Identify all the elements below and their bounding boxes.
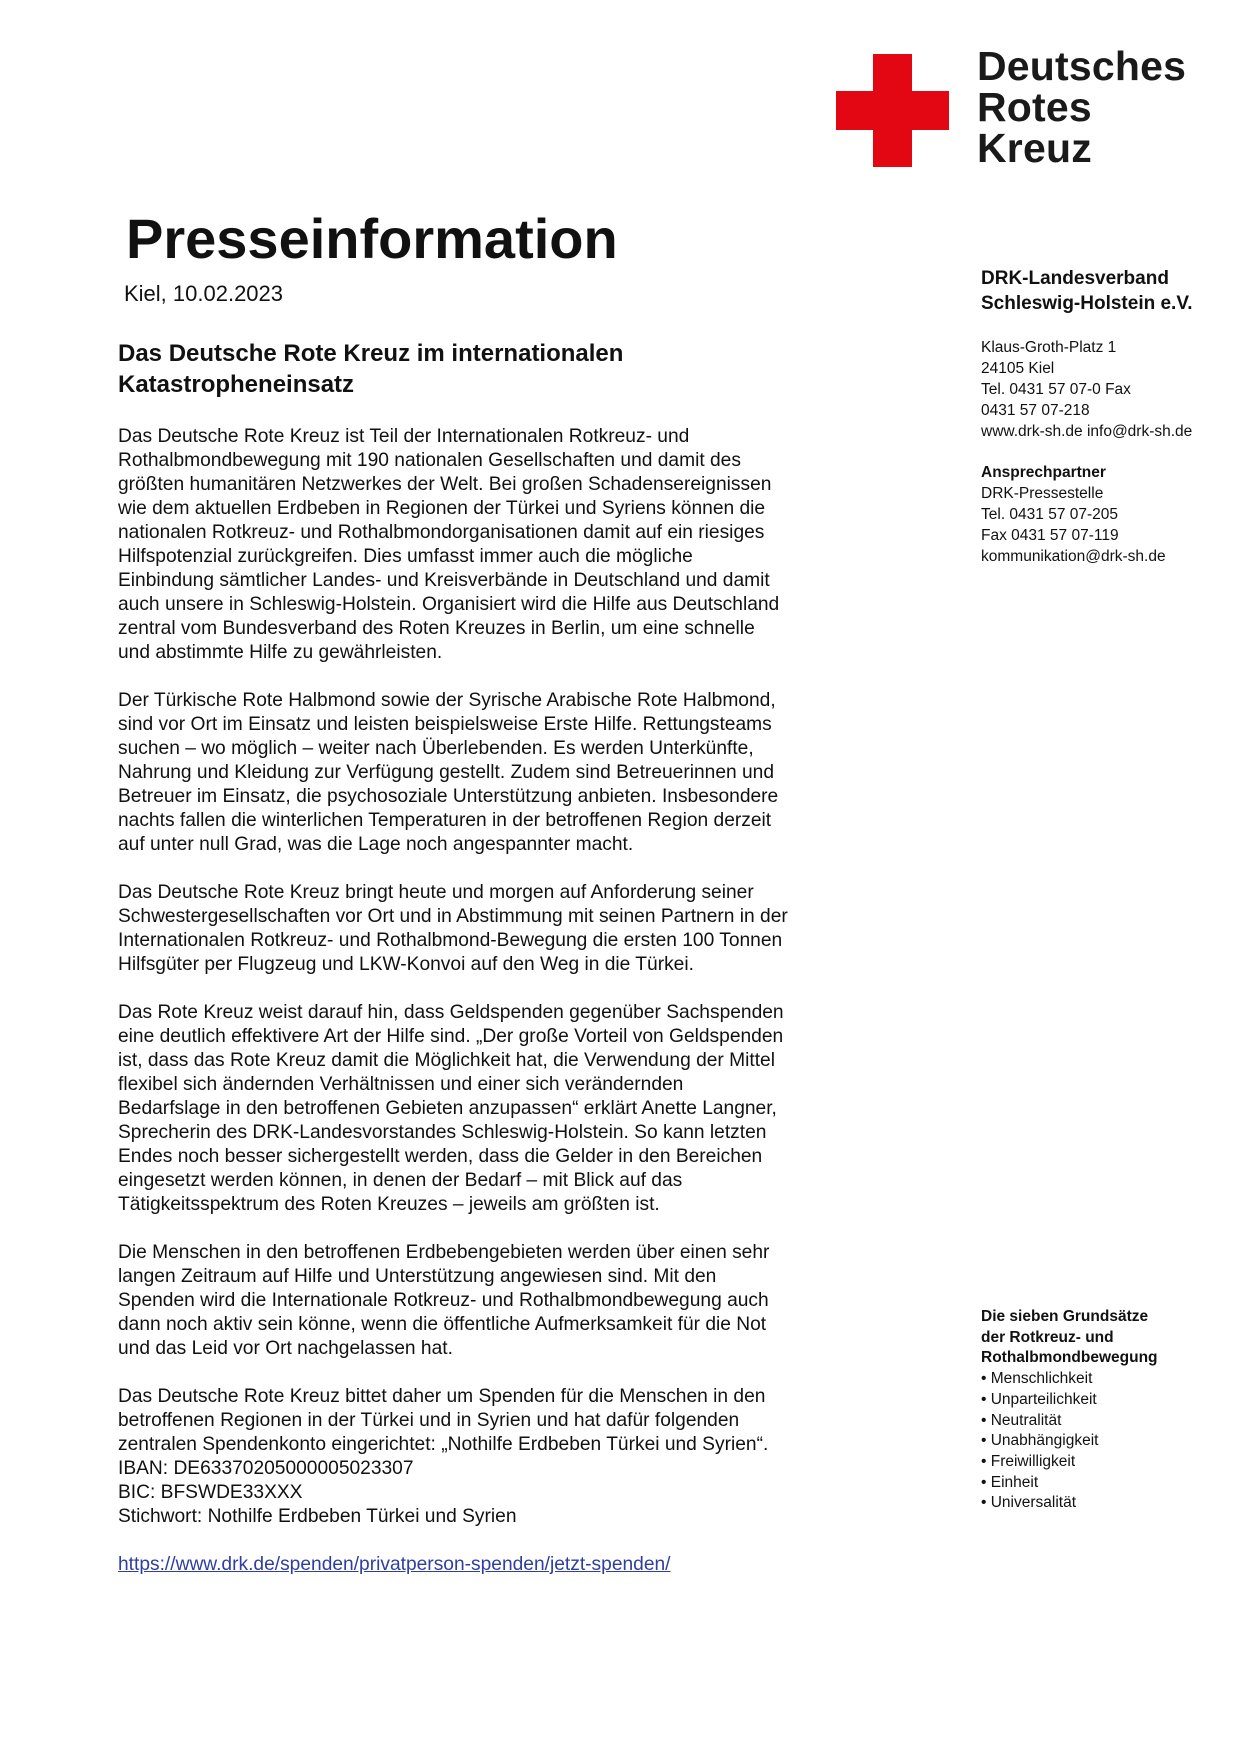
body-line: Das Deutsche Rote Kreuz bringt heute und morgen auf Anforderung seiner — [118, 882, 754, 903]
body-line: und abstimmte Hilfe zu gewährleisten. — [118, 642, 443, 663]
body-line: und das Leid vor Ort nachgelassen hat. — [118, 1338, 453, 1359]
body-line: Das Deutsche Rote Kreuz ist Teil der Internationalen Rotkreuz- und — [118, 426, 690, 447]
red-cross-icon — [836, 54, 949, 167]
body-line: Hilfspotenzial zurückgreifen. Dies umfasst immer auch die mögliche — [118, 546, 693, 567]
principle-item: • Einheit — [981, 1473, 1039, 1491]
principle-item: • Neutralität — [981, 1411, 1062, 1429]
body-line: Der Türkische Rote Halbmond sowie der Syrische Arabische Rote Halbmond, — [118, 690, 776, 711]
body-line: sind vor Ort im Einsatz und leisten beispielsweise Erste Hilfe. Rettungsteams — [118, 714, 772, 735]
org-line: Schleswig-Holstein e.V. — [981, 293, 1193, 314]
logo-line: Kreuz — [977, 125, 1092, 171]
address-line: 24105 Kiel — [981, 360, 1055, 377]
paragraph-1 — [118, 425, 858, 665]
paragraph-4 — [118, 1001, 858, 1217]
principle-item: • Freiwilligkeit — [981, 1452, 1076, 1470]
body-line: Nahrung und Kleidung zur Verfügung gestellt. Zudem sind Betreuerinnen und — [118, 762, 775, 783]
body-line: zentralen Spendenkonto eingerichtet: „Nothilfe Erdbeben Türkei und Syrien“. — [118, 1434, 769, 1455]
body-line: auf unter null Grad, was die Lage noch angespannter macht. — [118, 834, 634, 855]
body-line: größten humanitären Netzwerkes der Welt. Bei großen Schadensereignissen — [118, 474, 772, 495]
org-line: DRK-Landesverband — [981, 268, 1169, 289]
contact-email: kommunikation@drk-sh.de — [981, 548, 1166, 565]
body-line: Sprecherin des DRK-Landesvorstandes Schleswig-Holstein. So kann letzten — [118, 1122, 767, 1143]
body-line: Tätigkeitsspektrum des Roten Kreuzes – jeweils am größten ist. — [118, 1194, 660, 1215]
dateline: Kiel, 10.02.2023 — [124, 281, 284, 306]
principles-title: Die sieben Grundsätze — [981, 1308, 1149, 1325]
body-line: Betreuer im Einsatz, die psychosoziale Unterstützung anbieten. Insbesondere — [118, 786, 779, 807]
body-line: langen Zeitraum auf Hilfe und Unterstützung angewiesen sind. Mit den — [118, 1266, 717, 1287]
body-line: eingesetzt werden können, in denen der Bedarf – mit Blick auf das — [118, 1170, 683, 1191]
paragraph-3 — [118, 881, 858, 977]
logo-line: Rotes — [977, 84, 1092, 130]
contact-title: Ansprechpartner — [981, 464, 1106, 481]
body-line: wie dem aktuellen Erdbeben in Regionen der Türkei und Syriens können die — [118, 498, 766, 519]
logo-line: Deutsches — [977, 43, 1187, 89]
organization-address — [981, 337, 1231, 442]
contact-line: Fax 0431 57 07-119 — [981, 527, 1119, 544]
paragraph-6 — [118, 1385, 858, 1529]
body-line: dann noch aktiv sein könne, wenn die öffentliche Aufmerksamkeit für die Not — [118, 1314, 767, 1335]
principle-item: • Universalität — [981, 1494, 1077, 1512]
body-line: betroffenen Regionen in der Türkei und in Syrien und hat dafür folgenden — [118, 1410, 740, 1431]
logo-wordmark — [977, 43, 1187, 171]
bic-line: BIC: BFSWDE33XXX — [118, 1482, 303, 1503]
iban-line: IBAN: DE63370205000005023307 — [118, 1458, 414, 1479]
body-line: ist, dass das Rote Kreuz damit die Möglichkeit hat, die Verwendung der Mittel — [118, 1050, 775, 1071]
article-body — [118, 425, 858, 1577]
contact-line: Tel. 0431 57 07-205 — [981, 506, 1119, 523]
body-line: flexibel sich ändernden Verhältnissen und einer sich verändernden — [118, 1074, 684, 1095]
principle-item: • Unabhängigkeit — [981, 1432, 1099, 1450]
body-line: Schwestergesellschaften vor Ort und in Abstimmung mit seinen Partnern in der — [118, 906, 788, 927]
principle-item: • Menschlichkeit — [981, 1370, 1093, 1388]
address-line: Klaus-Groth-Platz 1 — [981, 339, 1117, 356]
organization-name — [981, 266, 1231, 316]
body-line: Hilfsgüter per Flugzeug und LKW-Konvoi auf den Weg in die Türkei. — [118, 954, 694, 975]
body-line: Internationalen Rotkreuz- und Rothalbmond-Bewegung die ersten 100 Tonnen — [118, 930, 783, 951]
principles-list — [981, 1369, 1231, 1514]
address-line: Tel. 0431 57 07-0 Fax — [981, 381, 1131, 398]
body-line: Endes noch besser sichergestellt werden, dass die Gelder in den Bereichen — [118, 1146, 763, 1167]
article-headline: Das Deutsche Rote Kreuz im internationalen Katastropheneinsatz — [118, 340, 624, 398]
body-line: Das Deutsche Rote Kreuz bittet daher um Spenden für die Menschen in den — [118, 1386, 766, 1407]
body-line: Bedarfslage in den betroffenen Gebieten anzupassen“ erklärt Anette Langner, — [118, 1098, 777, 1119]
page-title: Presseinformation — [126, 207, 618, 270]
paragraph-5 — [118, 1241, 858, 1361]
body-line: Einbindung sämtlicher Landes- und Kreisverbände in Deutschland und damit — [118, 570, 770, 591]
principle-item: • Unparteilichkeit — [981, 1390, 1097, 1408]
body-line: eine deutlich effektivere Art der Hilfe sind. „Der große Vorteil von Geldspenden — [118, 1026, 784, 1047]
body-line: Rothalbmondbewegung mit 190 nationalen Gesellschaften und damit des — [118, 450, 741, 471]
body-line: zentral vom Bundesverband des Roten Kreuzes in Berlin, um eine schnelle — [118, 618, 755, 639]
paragraph-2 — [118, 689, 858, 857]
donation-link[interactable]: https://www.drk.de/spenden/privatperson-spenden/jetzt-spenden/ — [118, 1554, 671, 1575]
body-line: auch unsere in Schleswig-Holstein. Organisiert wird die Hilfe aus Deutschland — [118, 594, 780, 615]
body-line: nachts fallen die winterlichen Temperaturen in der betroffenen Region derzeit — [118, 810, 772, 831]
keyword-line: Stichwort: Nothilfe Erdbeben Türkei und Syrien — [118, 1506, 517, 1527]
principles-title: Rothalbmondbewegung — [981, 1349, 1158, 1367]
drk-logo — [836, 43, 1216, 174]
body-line: nationalen Rotkreuz- und Rothalbmondorganisationen damit auf ein riesiges — [118, 522, 765, 543]
principles-block — [981, 1307, 1231, 1514]
address-line: www.drk-sh.de info@drk-sh.de — [981, 423, 1193, 440]
body-line: Das Rote Kreuz weist darauf hin, dass Geldspenden gegenüber Sachspenden — [118, 1002, 784, 1023]
contact-line: DRK-Pressestelle — [981, 485, 1104, 502]
body-line: Die Menschen in den betroffenen Erdbebengebieten werden über einen sehr — [118, 1242, 770, 1263]
principles-title: der Rotkreuz- und — [981, 1328, 1114, 1346]
body-line: Spenden wird die Internationale Rotkreuz- und Rothalbmondbewegung auch — [118, 1290, 769, 1311]
body-line: suchen – wo möglich – weiter nach Überlebenden. Es werden Unterkünfte, — [118, 738, 754, 759]
contact-block — [981, 462, 1231, 567]
address-line: 0431 57 07-218 — [981, 402, 1090, 419]
